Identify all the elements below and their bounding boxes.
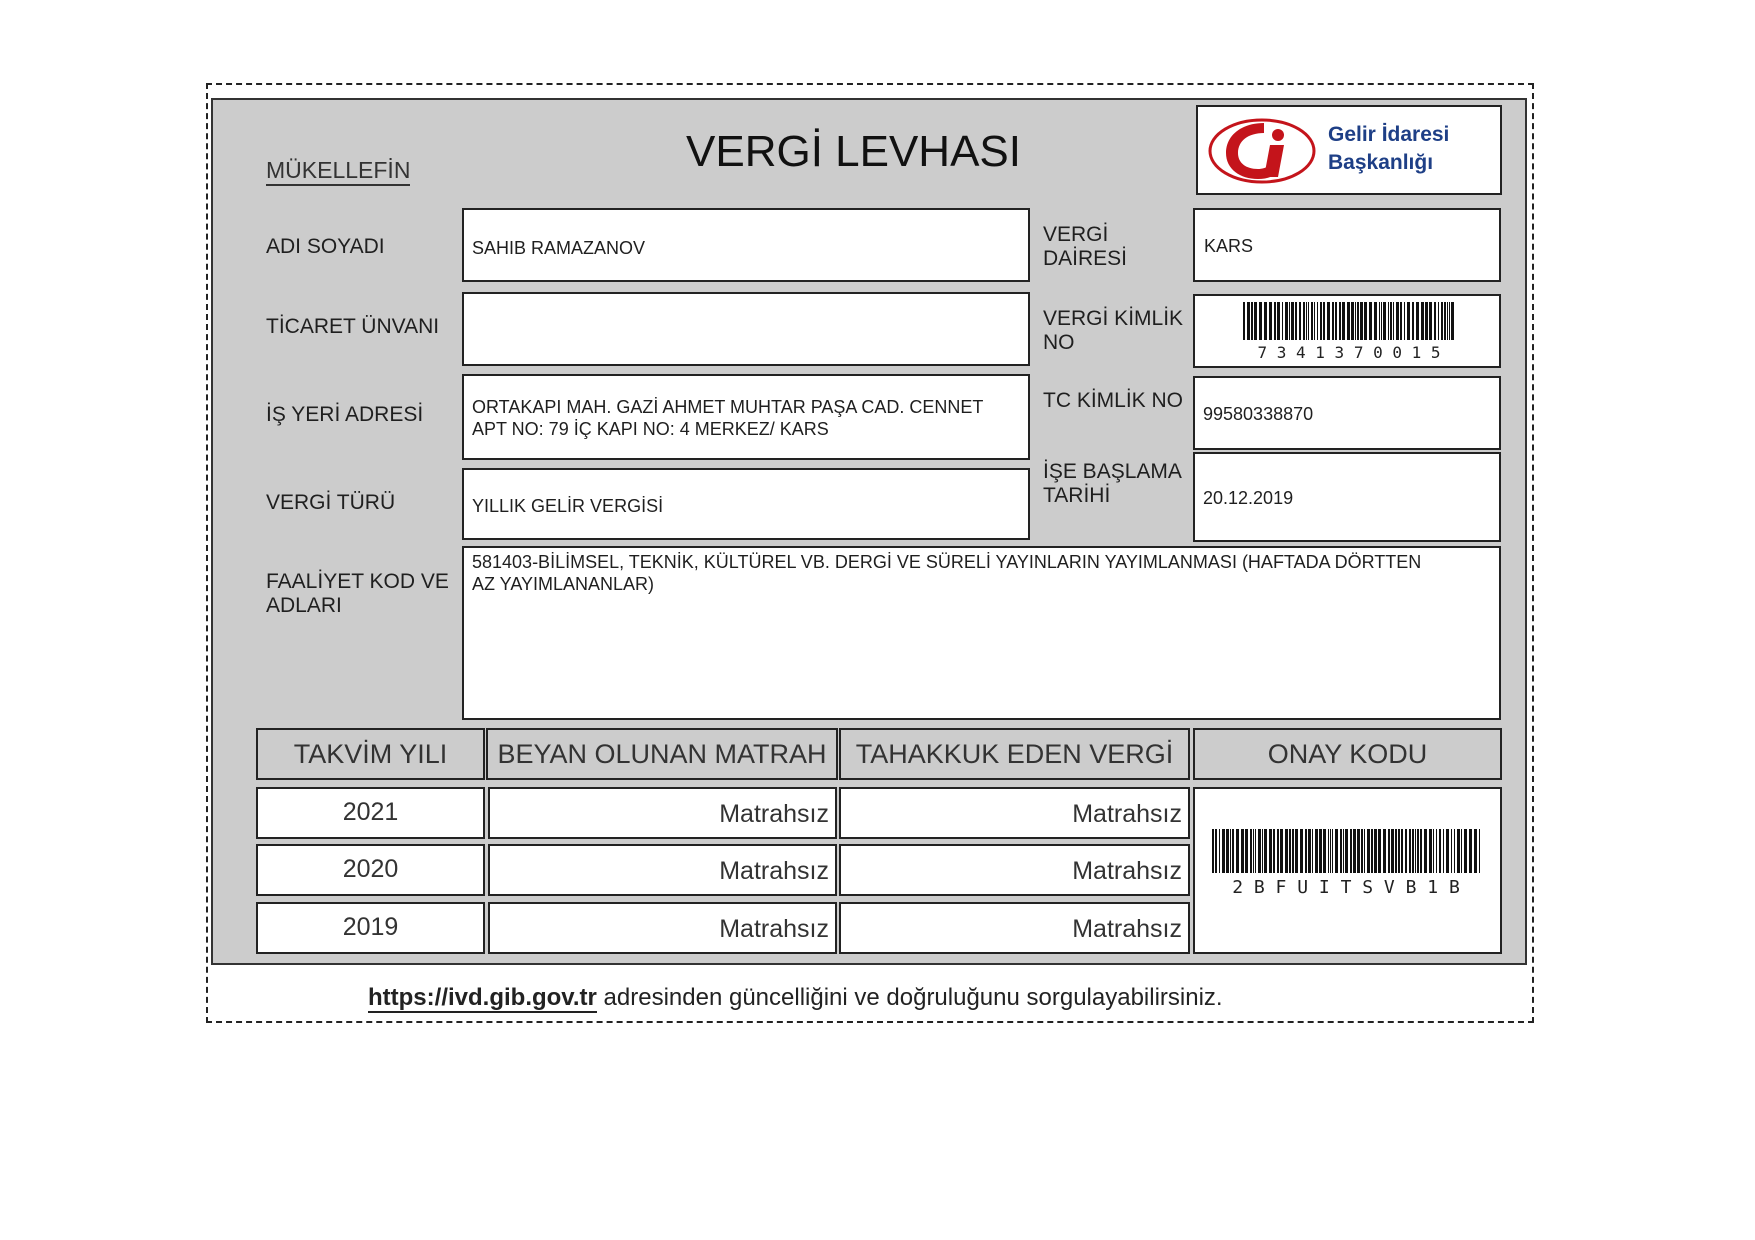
barcode-bar	[1320, 302, 1322, 340]
barcode-bar	[1395, 829, 1397, 873]
barcode-bar	[1383, 302, 1386, 340]
logo-line-2: Başkanlığı	[1328, 151, 1434, 174]
barcode-bar	[1421, 302, 1424, 340]
barcode-bar	[1315, 829, 1318, 873]
barcode-bar	[1340, 829, 1342, 873]
barcode-bar	[1236, 829, 1239, 873]
start-date-label-line-1: İŞE BAŞLAMA	[1043, 460, 1182, 483]
barcode-bar	[1401, 829, 1403, 873]
barcode-bar	[1317, 302, 1318, 340]
tax-id-barcode-digits: 7 3 4 1 3 7 0 0 1 5	[1257, 343, 1441, 362]
activity-label	[266, 570, 449, 618]
barcode-bar	[1306, 302, 1307, 340]
tax-office-label	[1043, 223, 1127, 271]
barcode-bar	[1439, 829, 1441, 873]
tax-office-value: KARS	[1204, 236, 1254, 256]
barcode-bar	[1250, 829, 1252, 873]
barcode-bar	[1388, 302, 1389, 340]
tc-id-label: TC KİMLİK NO	[1043, 389, 1184, 412]
barcode-bar	[1314, 302, 1315, 340]
row-3-accrued-tax: Matrahsız	[839, 902, 1190, 954]
barcode-bar	[1479, 829, 1480, 873]
row-3-year: 2019	[256, 902, 485, 954]
barcode-bar	[1295, 829, 1298, 873]
barcode-bar	[1407, 302, 1410, 340]
activity-line-2: AZ YAYIMLANANLAR)	[472, 574, 655, 594]
barcode-bar	[1232, 829, 1234, 873]
barcode-bar	[1388, 829, 1390, 873]
barcode-bar	[1332, 302, 1334, 340]
name-label: ADI SOYADI	[266, 235, 385, 258]
activity-label-line-1: FAALİYET KOD VE	[266, 570, 449, 593]
barcode-bar	[1328, 829, 1329, 873]
barcode-bar	[1222, 829, 1225, 873]
barcode-bar	[1308, 829, 1311, 873]
barcode-bar	[1374, 829, 1377, 873]
barcode-bar	[1251, 302, 1253, 340]
address-line-2: APT NO: 79 İÇ KAPI NO: 4 MERKEZ/ KARS	[472, 419, 829, 439]
barcode-bar	[1443, 829, 1444, 873]
barcode-bar	[1350, 829, 1352, 873]
row-3-declared-base: Matrahsız	[488, 902, 837, 954]
barcode-bar	[1353, 829, 1356, 873]
barcode-bar	[1285, 829, 1288, 873]
barcode-bar	[1323, 829, 1326, 873]
barcode-bar	[1367, 829, 1370, 873]
barcode-bar	[1434, 302, 1436, 340]
gib-logo	[1196, 105, 1502, 195]
start-date-value: 20.12.2019	[1203, 488, 1294, 508]
tax-type-label: VERGİ TÜRÜ	[266, 491, 396, 514]
barcode-bar	[1247, 302, 1250, 340]
barcode-bar	[1255, 829, 1256, 873]
barcode-bar	[1264, 829, 1267, 873]
barcode-bar	[1444, 302, 1446, 340]
tax-office-label-line-1: VERGİ	[1043, 223, 1109, 246]
barcode-bar	[1429, 302, 1432, 340]
barcode-bar	[1446, 829, 1449, 873]
address-value	[472, 396, 983, 440]
barcode-bar	[1212, 829, 1214, 873]
barcode-bar	[1274, 302, 1276, 340]
tax-office-label-line-2: DAİRESİ	[1043, 247, 1128, 270]
tax-id-barcode	[1239, 302, 1459, 364]
barcode-bar	[1339, 302, 1341, 340]
row-1-accrued-tax: Matrahsız	[839, 787, 1190, 839]
verification-note	[368, 983, 1223, 1013]
barcode-bar	[1219, 829, 1220, 873]
approval-code-barcode-digits: 2 B F U I T S V B 1 B	[1232, 877, 1460, 898]
tax-type-value: YILLIK GELİR VERGİSİ	[472, 496, 664, 516]
barcode-bar	[1404, 302, 1405, 340]
barcode-bar	[1416, 302, 1419, 340]
barcode-bar	[1258, 829, 1261, 873]
barcode-bar	[1282, 302, 1283, 340]
header-declared-base: BEYAN OLUNAN MATRAH	[486, 728, 838, 780]
barcode-bar	[1241, 829, 1244, 873]
address-field	[462, 374, 1030, 460]
barcode-bar	[1464, 829, 1467, 873]
row-2-year: 2020	[256, 844, 485, 896]
barcode-bar	[1323, 302, 1325, 340]
barcode-bar	[1335, 829, 1338, 873]
barcode-bar	[1451, 302, 1454, 340]
barcode-bar	[1311, 302, 1313, 340]
barcode-bar	[1254, 302, 1257, 340]
barcode-bar	[1441, 302, 1443, 340]
barcode-bar	[1335, 302, 1337, 340]
row-1-year: 2021	[256, 787, 485, 839]
barcode-bar	[1417, 829, 1419, 873]
row-2-declared-base: Matrahsız	[488, 844, 837, 896]
start-date-field	[1193, 452, 1501, 542]
tax-id-field	[1193, 294, 1501, 368]
barcode-bar	[1243, 302, 1245, 340]
name-value: SAHIB RAMAZANOV	[472, 238, 646, 258]
address-line-1: ORTAKAPI MAH. GAZİ AHMET MUHTAR PAŞA CAD. CENNET	[472, 397, 984, 417]
barcode-bar	[1391, 829, 1394, 873]
trade-name-label: TİCARET ÜNVANI	[266, 315, 440, 338]
activity-label-line-2: ADLARI	[266, 594, 342, 617]
tc-id-field	[1193, 376, 1501, 450]
barcode-bar	[1289, 829, 1291, 873]
barcode-bar	[1371, 829, 1373, 873]
barcode-bar	[1299, 302, 1301, 340]
barcode-bar	[1369, 302, 1372, 340]
barcode-bar	[1398, 829, 1400, 873]
barcode-bar	[1312, 829, 1313, 873]
barcode-bar	[1332, 829, 1333, 873]
barcode-bar	[1245, 829, 1248, 873]
barcode-bar	[1305, 829, 1307, 873]
barcode-bar	[1400, 302, 1402, 340]
barcode-bar	[1273, 829, 1275, 873]
barcode-bars	[1243, 302, 1454, 340]
barcode-bar	[1412, 302, 1414, 340]
barcode-bars	[1212, 829, 1480, 873]
barcode-bar	[1424, 829, 1427, 873]
address-label: İŞ YERİ ADRESİ	[266, 403, 424, 426]
barcode-bar	[1361, 829, 1363, 873]
barcode-bar	[1379, 302, 1380, 340]
row-1-declared-base: Matrahsız	[488, 787, 837, 839]
barcode-bar	[1277, 302, 1280, 340]
logo-text	[1328, 121, 1449, 177]
barcode-bar	[1289, 302, 1290, 340]
activity-value	[472, 551, 1421, 595]
barcode-bar	[1253, 829, 1254, 873]
start-date-label-line-2: TARİHİ	[1043, 484, 1111, 507]
barcode-bar	[1357, 302, 1359, 340]
tax-id-label	[1043, 307, 1183, 355]
barcode-bar	[1447, 302, 1448, 340]
gib-logo-icon	[1204, 111, 1324, 191]
barcode-bar	[1381, 302, 1382, 340]
barcode-bar	[1405, 829, 1407, 873]
barcode-bar	[1277, 829, 1279, 873]
barcode-bar	[1396, 302, 1399, 340]
barcode-bar	[1215, 829, 1217, 873]
barcode-bar	[1230, 829, 1231, 873]
barcode-bar	[1280, 829, 1283, 873]
barcode-bar	[1264, 302, 1267, 340]
barcode-bar	[1454, 829, 1455, 873]
barcode-bar	[1330, 829, 1331, 873]
barcode-bar	[1457, 829, 1460, 873]
activity-field	[462, 546, 1501, 720]
tax-type-field	[462, 468, 1030, 540]
barcode-bar	[1438, 302, 1439, 340]
barcode-bar	[1451, 829, 1452, 873]
barcode-bar	[1425, 302, 1428, 340]
barcode-bar	[1347, 302, 1350, 340]
barcode-bar	[1393, 302, 1394, 340]
barcode-bar	[1351, 302, 1354, 340]
barcode-bar	[1259, 302, 1262, 340]
barcode-bar	[1269, 829, 1272, 873]
barcode-bar	[1429, 829, 1432, 873]
barcode-bar	[1300, 829, 1303, 873]
tax-id-label-line-2: NO	[1043, 331, 1075, 354]
barcode-bar	[1415, 829, 1416, 873]
barcode-bar	[1308, 302, 1309, 340]
barcode-bar	[1285, 302, 1288, 340]
barcode-bar	[1436, 829, 1437, 873]
barcode-bar	[1433, 829, 1434, 873]
tax-id-label-line-1: VERGİ KİMLİK	[1043, 307, 1184, 330]
barcode-bar	[1303, 302, 1305, 340]
barcode-bar	[1383, 829, 1386, 873]
barcode-bar	[1343, 829, 1344, 873]
barcode-bar	[1327, 302, 1330, 340]
activity-line-1: 581403-BİLİMSEL, TEKNİK, KÜLTÜREL VB. DERGİ VE SÜRELİ YAYINLARIN YAYIMLANMASI (HAFTADA DÖRTTEN	[472, 552, 1422, 572]
barcode-bar	[1420, 829, 1422, 873]
barcode-bar	[1355, 302, 1356, 340]
name-field	[462, 208, 1030, 282]
barcode-bar	[1269, 302, 1272, 340]
barcode-bar	[1364, 829, 1365, 873]
header-approval-code: ONAY KODU	[1193, 728, 1502, 780]
barcode-bar	[1345, 829, 1348, 873]
row-2-accrued-tax: Matrahsız	[839, 844, 1190, 896]
barcode-bar	[1360, 302, 1363, 340]
barcode-bar	[1342, 302, 1345, 340]
barcode-bar	[1474, 829, 1477, 873]
barcode-bar	[1409, 829, 1411, 873]
trade-name-field	[462, 292, 1030, 366]
barcode-bar	[1469, 829, 1472, 873]
verification-text: adresinden güncelliğini ve doğruluğunu sorgulayabilirsiniz.	[596, 984, 1223, 1011]
start-date-label	[1043, 460, 1182, 508]
approval-code-cell	[1193, 787, 1502, 954]
approval-code-barcode	[1208, 829, 1484, 899]
barcode-bar	[1262, 829, 1263, 873]
barcode-bar	[1412, 829, 1414, 873]
barcode-bar	[1390, 302, 1392, 340]
barcode-bar	[1357, 829, 1360, 873]
barcode-bar	[1226, 829, 1229, 873]
document-title: VERGİ LEVHASI	[686, 127, 1022, 176]
logo-line-1: Gelir İdaresi	[1328, 123, 1450, 146]
barcode-bar	[1374, 302, 1377, 340]
tc-id-value: 99580338870	[1203, 404, 1314, 424]
barcode-bar	[1295, 302, 1297, 340]
taxpayer-heading: MÜKELLEFİN	[266, 157, 410, 186]
barcode-bar	[1378, 829, 1381, 873]
barcode-bar	[1291, 302, 1294, 340]
verification-link[interactable]: https://ivd.gib.gov.tr	[368, 984, 597, 1011]
barcode-bar	[1319, 829, 1322, 873]
header-calendar-year: TAKVİM YILI	[256, 728, 485, 780]
barcode-bar	[1292, 829, 1294, 873]
header-accrued-tax: TAHAKKUK EDEN VERGİ	[839, 728, 1190, 780]
barcode-bar	[1364, 302, 1367, 340]
barcode-bar	[1461, 829, 1462, 873]
tax-office-field	[1193, 208, 1501, 282]
barcode-bar	[1449, 302, 1450, 340]
